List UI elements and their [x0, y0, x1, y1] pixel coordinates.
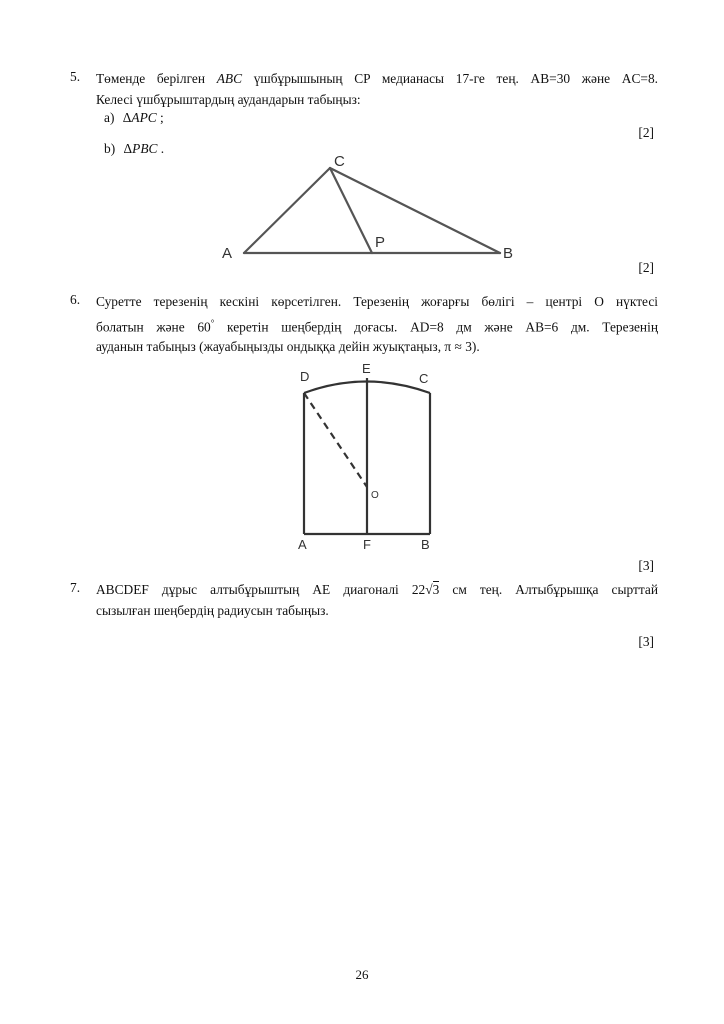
page-number: 26 — [355, 967, 369, 982]
side-cb — [330, 168, 500, 253]
problem-6-line-3: ауданын табыңыз (жауабыңызды ондыққа дейін жуықтаңыз, π ≈ 3). — [96, 339, 480, 355]
side-ac — [244, 168, 330, 253]
label-p: P — [375, 234, 386, 251]
label-e: E — [362, 361, 371, 376]
radius-do — [304, 393, 367, 487]
triangle-figure — [0, 0, 724, 300]
problem-6-text — [96, 292, 658, 358]
sqrt-symbol: √ — [425, 582, 433, 597]
problem-7-line-1: ABCDEF дұрыс алтыбұрыштың AE диагоналі 22√3 см тең. Алтыбұрышқа сырттай — [96, 582, 658, 597]
window-figure — [0, 350, 724, 555]
problem-7-text — [96, 580, 658, 621]
label-d: D — [300, 369, 310, 384]
label-b: B — [503, 245, 514, 262]
problem-7-mark: [3] — [638, 634, 654, 649]
sqrt-radicand: 3 — [432, 582, 440, 597]
problem-6-line-2: болатын және 60° керетін шеңбердің доғасы. AD=8 дм және AB=6 дм. Терезенің — [96, 317, 658, 334]
label-o: O — [371, 490, 379, 501]
problem-6-mark: [3] — [638, 558, 654, 573]
label-f: F — [363, 537, 371, 552]
label-c: C — [419, 371, 429, 386]
problem-5-item-a: a) ΔAPC ; — [104, 110, 164, 125]
problem-5-line-2: Келесі үшбұрыштардың аудандарын табыңыз: — [96, 91, 361, 107]
problem-5-line-1: Төменде берілген ABC үшбұрышының CP медианасы 17-ге тең. AB=30 және AC=8. — [96, 71, 658, 86]
problem-6-number: 6. — [70, 292, 81, 307]
label-c: C — [334, 153, 345, 170]
triangle-name: ABC — [216, 71, 243, 86]
problem-5-item-b: b) ΔPBC . — [104, 141, 165, 156]
problem-5-mark-a: [2] — [638, 125, 654, 140]
problem-7-line-2: сызылған шеңбердің радиусын табыңыз. — [96, 602, 329, 618]
label-b: B — [421, 537, 430, 552]
label-a: A — [222, 245, 233, 262]
problem-5-mark-b: [2] — [638, 260, 654, 275]
label-a: A — [298, 537, 307, 552]
problem-5-number: 5. — [70, 69, 81, 84]
median-cp — [330, 168, 372, 253]
degree-sign: ° — [210, 317, 215, 328]
problem-6-line-1: Суретте терезенің кескіні көрсетілген. Терезенің жоғарғы бөлігі – центрі О нүктесі — [96, 294, 658, 309]
problem-7-number: 7. — [70, 580, 81, 595]
